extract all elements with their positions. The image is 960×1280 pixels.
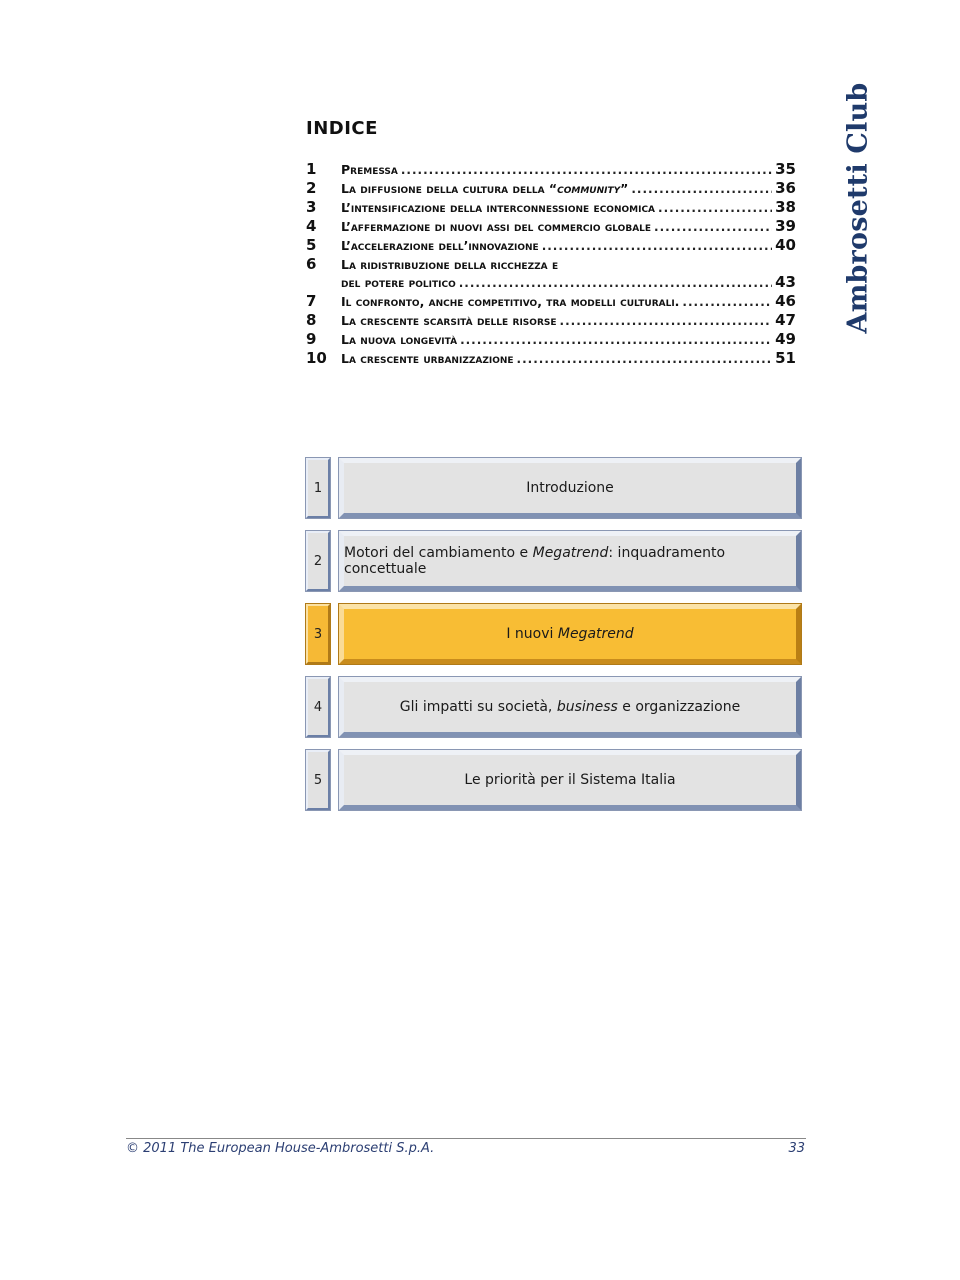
toc-entry-10[interactable] <box>306 349 796 368</box>
toc-entry-title: La ridistribuzione della ricchezza e <box>341 257 559 272</box>
toc-entry-page: 47 <box>775 311 796 329</box>
toc-leader-dots <box>560 312 773 331</box>
toc-entry-6[interactable] <box>306 255 796 273</box>
toc-entry-2[interactable] <box>306 179 796 198</box>
toc-heading: INDICE <box>306 118 378 139</box>
step-label-box <box>339 750 801 810</box>
step-label: Motori del cambiamento e Megatrend: inquadramento concettuale <box>344 545 726 577</box>
toc-entry-title: L’accelerazione dell’innovazione <box>341 238 539 253</box>
toc-entry-number: 8 <box>306 311 317 329</box>
toc-entry-9[interactable] <box>306 330 796 349</box>
toc-entry-title-continued: del potere politico <box>341 275 456 290</box>
toc-leader-dots <box>517 350 773 369</box>
toc-entry-3[interactable] <box>306 198 796 217</box>
step-number-box: 2 <box>306 531 330 591</box>
diagram-step-4 <box>306 677 802 739</box>
diagram-step-2 <box>306 531 802 593</box>
toc-entry-number: 3 <box>306 198 317 216</box>
step-label: Le priorità per il Sistema Italia <box>464 772 676 788</box>
step-label-box <box>339 604 801 664</box>
footer-page-number: 33 <box>788 1141 805 1156</box>
side-brand-text: Ambrosetti Club <box>842 82 874 334</box>
toc-leader-dots <box>460 331 772 350</box>
toc-entry-number: 10 <box>306 349 327 367</box>
toc-leader-dots <box>658 199 772 218</box>
toc-leader-dots <box>631 180 772 199</box>
toc-entry-number: 1 <box>306 160 317 178</box>
footer-divider <box>126 1138 806 1139</box>
toc-entry-4[interactable] <box>306 217 796 236</box>
toc-entry-title: L’affermazione di nuovi assi del commercio globale <box>341 219 652 234</box>
toc-entry-page: 40 <box>775 236 796 254</box>
toc-entry-5[interactable] <box>306 236 796 255</box>
step-label-box <box>339 677 801 737</box>
side-brand-logo <box>808 82 908 334</box>
toc-entry-number: 9 <box>306 330 317 348</box>
toc-entry-number: 4 <box>306 217 317 235</box>
step-label: I nuovi Megatrend <box>506 626 634 642</box>
structure-diagram <box>306 458 802 823</box>
toc-leader-dots <box>682 293 772 312</box>
toc-leader-dots <box>542 237 772 256</box>
toc-entry-number: 7 <box>306 292 317 310</box>
toc-entry-title: La crescente scarsità delle risorse <box>341 313 557 328</box>
toc-entry-page: 46 <box>775 292 796 310</box>
toc-entry-title: La nuova longevità <box>341 332 458 347</box>
table-of-contents <box>306 160 796 368</box>
step-number-box: 4 <box>306 677 330 737</box>
toc-entry-page: 38 <box>775 198 796 216</box>
footer-copyright: © 2011 The European House-Ambrosetti S.p.A. <box>126 1141 435 1156</box>
toc-entry-page: 43 <box>775 273 796 291</box>
step-number-box: 1 <box>306 458 330 518</box>
toc-entry-7[interactable] <box>306 292 796 311</box>
step-label: Gli impatti su società, business e organizzazione <box>399 699 741 715</box>
toc-entry-page: 49 <box>775 330 796 348</box>
toc-entry-page: 36 <box>775 179 796 197</box>
step-number-box: 5 <box>306 750 330 810</box>
toc-entry-title: Premessa <box>341 162 398 177</box>
toc-entry-title: Il confronto, anche competitivo, tra modelli culturali. <box>341 294 680 309</box>
toc-entry-number: 6 <box>306 255 317 273</box>
toc-entry-page: 35 <box>775 160 796 178</box>
toc-entry-page: 39 <box>775 217 796 235</box>
toc-entry-title: La crescente urbanizzazione <box>341 351 514 366</box>
diagram-step-5 <box>306 750 802 812</box>
step-label-box <box>339 531 801 591</box>
toc-leader-dots <box>401 161 772 180</box>
toc-entry-number: 5 <box>306 236 317 254</box>
diagram-step-1 <box>306 458 802 520</box>
step-label-box <box>339 458 801 518</box>
toc-leader-dots <box>459 274 772 293</box>
toc-entry-1[interactable] <box>306 160 796 179</box>
step-label: Introduzione <box>526 480 614 496</box>
step-number-box: 3 <box>306 604 330 664</box>
toc-entry-title: L’intensificazione della interconnessione economica <box>341 200 656 215</box>
toc-entry-number: 2 <box>306 179 317 197</box>
toc-entry-page: 51 <box>775 349 796 367</box>
toc-entry-title: La diffusione della cultura della “community” <box>341 181 629 196</box>
toc-entry-6-continuation[interactable] <box>306 273 796 292</box>
toc-entry-8[interactable] <box>306 311 796 330</box>
diagram-step-3 <box>306 604 802 666</box>
toc-leader-dots <box>654 218 772 237</box>
